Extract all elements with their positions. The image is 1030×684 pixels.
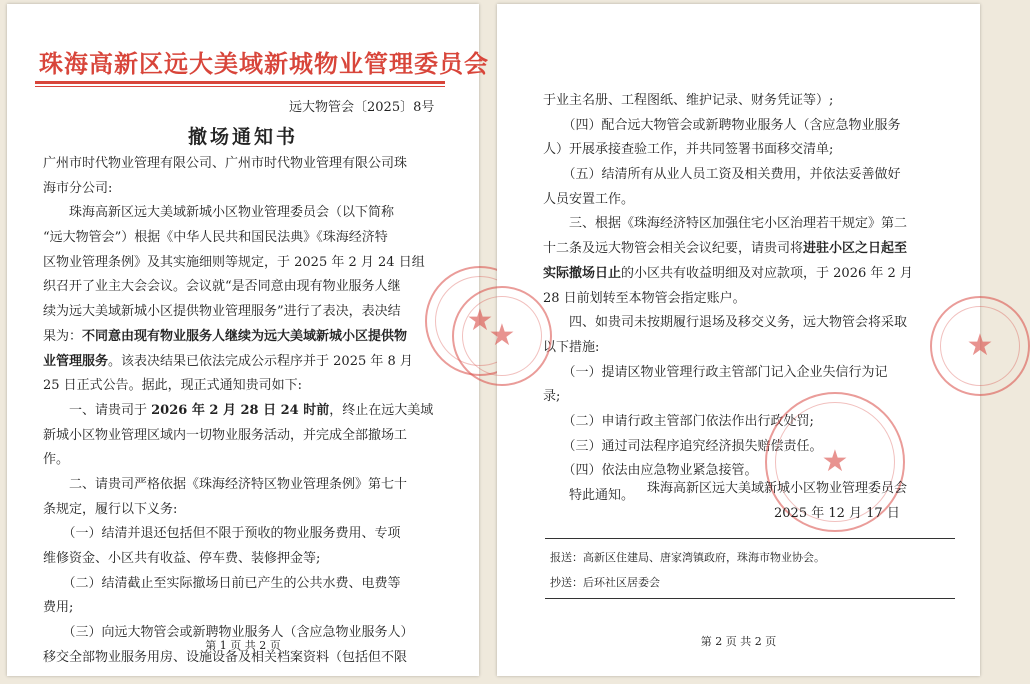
page-footer: 第 2 页 共 2 页 — [700, 635, 777, 648]
body-text-bold: 不同意由现有物业服务人继续为远大美域新城小区提供物 — [82, 328, 408, 344]
body-text-segment: （二）申请行政主管部门依法作出行政处罚; — [543, 413, 814, 429]
body-text-segment: （三）向远大物管会或新聘物业服务人（含应急物业服务人） — [43, 625, 414, 641]
body-text-segment: （四）依法由应急物业紧急接管。 — [543, 463, 758, 479]
seal-star-icon: ★ — [466, 303, 494, 338]
body-text-segment: （四）配合远大物管会或新聘物业服务人（含应急物业服务 — [543, 117, 901, 133]
body-line — [43, 547, 447, 572]
body-line — [543, 138, 953, 163]
body-line — [43, 448, 447, 473]
body-text-segment: 的小区共有收益明细及对应款项，于 2026 年 2 月 — [621, 265, 913, 281]
body-text-segment: 四、如贵司未按期履行退场及移交义务，远大物管会将采取 — [543, 315, 908, 331]
body-line — [543, 311, 953, 336]
body-line — [43, 424, 447, 449]
document-page-1 — [7, 4, 494, 676]
body-line — [43, 522, 447, 547]
body-text-segment: 一、请贵司于 — [43, 402, 152, 418]
body-text-segment: 以下措施: — [543, 339, 600, 355]
seal-star-icon: ★ — [966, 328, 994, 363]
body-text-segment: （二）结清截止至实际撤场日前已产生的公共水费、电费等 — [43, 575, 401, 591]
official-seal-stamp-right — [930, 296, 1030, 396]
signature-date: 2025 年 12 月 17 日 — [774, 506, 900, 521]
body-line — [543, 385, 953, 410]
body-text-segment: 条规定，履行以下义务: — [43, 501, 178, 517]
body-text-segment: 广州市时代物业管理有限公司、广州市时代物业管理有限公司珠 — [43, 156, 408, 171]
body-text-segment: 织召开了业主大会会议。会议就“是否同意由现有物业服务人继 — [43, 279, 401, 295]
body-text-segment: 。该表决结果已依法完成公示程序并于 2025 年 8 月 — [108, 353, 413, 369]
body-text-segment: 海市分公司: — [43, 180, 113, 196]
letterhead-title: 珠海高新区远大美域新城物业管理委员会 — [39, 49, 489, 78]
body-line — [43, 152, 447, 177]
body-line — [43, 596, 447, 621]
document-reference-number: 远大物管会〔2025〕8号 — [289, 100, 435, 115]
body-line — [543, 114, 953, 139]
body-text-segment: 录; — [543, 389, 561, 405]
body-line — [43, 473, 447, 498]
body-text-bold: 实际撤场日止 — [543, 265, 622, 281]
body-text-segment: 珠海高新区远大美域新城小区物业管理委员会（以下简称 — [43, 205, 395, 221]
body-text-segment: 人）开展承接查验工作，并共同签署书面移交清单; — [543, 142, 834, 158]
body-text-segment: 于业主名册、工程图纸、维护记录、财务凭证等）; — [543, 93, 834, 108]
seal-star-icon: ★ — [821, 444, 849, 479]
body-line — [543, 212, 953, 237]
body-text-segment: 费用; — [43, 600, 74, 616]
body-line — [43, 300, 447, 325]
body-line — [43, 572, 447, 597]
official-seal-stamp-left — [452, 286, 552, 386]
body-text-segment: （一）提请区物业管理行政主管部门记入企业失信行为记 — [543, 364, 888, 380]
body-text-segment: （一）结清并退还包括但不限于预收的物业服务费用、专项 — [43, 526, 401, 542]
signature-organization: 珠海高新区远大美域新城小区物业管理委员会 — [647, 481, 908, 496]
body-text-bold: 业管理服务 — [43, 353, 109, 369]
distribution-rule-bottom — [545, 598, 955, 599]
body-line — [43, 177, 447, 202]
body-text-segment: 25 日正式公告。据此，现正式通知贵司如下: — [43, 378, 303, 394]
body-line — [43, 498, 447, 523]
body-line — [43, 399, 447, 424]
body-line — [543, 287, 953, 312]
body-text-segment: 移交全部物业服务用房、设施设备及相关档案资料（包括但不限 — [43, 649, 408, 665]
body-text-segment: 维修资金、小区共有收益、停车费、装修押金等; — [43, 551, 321, 566]
body-text-segment: ，终止在远大美域 — [329, 402, 434, 418]
document-title: 撤场通知书 — [187, 126, 298, 148]
body-line — [43, 350, 447, 375]
seal-star-icon: ★ — [488, 318, 516, 353]
body-text-segment: 果为： — [43, 328, 83, 344]
body-text-segment: “远大物管会”）根据《中华人民共和国民法典》《珠海经济特 — [43, 230, 388, 246]
body-text-segment: 28 日前划转至本物管会指定账户。 — [543, 290, 746, 306]
body-text-segment: 续为远大美域新城小区提供物业管理服务”进行了表决，表决结 — [43, 304, 401, 320]
body-line — [43, 275, 447, 300]
body-text-bold: 2026 年 2 月 28 日 24 时前 — [151, 402, 330, 418]
body-line — [43, 325, 447, 350]
body-line — [543, 237, 953, 262]
body-line — [43, 251, 447, 276]
body-text-segment: 三、根据《珠海经济特区加强住宅小区治理若干规定》第二 — [543, 216, 908, 232]
body-line — [543, 89, 953, 114]
body-line — [543, 336, 953, 361]
copy-recipients: 抄送：后环社区居委会 — [550, 576, 660, 589]
body-line — [43, 226, 447, 251]
body-text-bold: 进驻小区之日起至 — [803, 241, 908, 257]
body-line — [543, 361, 953, 386]
page-footer: 第 1 页 共 2 页 — [205, 639, 281, 652]
body-text-segment: 人员安置工作。 — [543, 191, 635, 207]
letterhead-rule-thin — [35, 86, 445, 87]
body-line — [43, 374, 447, 399]
report-recipients: 报送：高新区住建局、唐家湾镇政府，珠海市物业协会。 — [550, 551, 825, 564]
body-line — [43, 201, 447, 226]
distribution-rule-top — [545, 538, 955, 539]
body-text-segment: （三）通过司法程序追究经济损失赔偿责任。 — [543, 438, 823, 454]
page1-body-text — [43, 152, 447, 670]
document-page-2 — [488, 4, 994, 676]
body-text-segment: 十二条及远大物管会相关会议纪要，请贵司将 — [543, 241, 804, 257]
body-line — [543, 262, 953, 287]
body-text-segment: （五）结清所有从业人员工资及相关费用，并依法妥善做好 — [543, 167, 901, 183]
body-text-segment: 作。 — [43, 452, 70, 468]
body-line — [543, 188, 953, 213]
body-text-segment: 新城小区物业管理区域内一切物业服务活动，并完成全部撤场工 — [43, 427, 408, 443]
body-text-segment: 区物业管理条例》及其实施细则等规定，于 2025 年 2 月 24 日组 — [43, 254, 425, 270]
body-line — [543, 163, 953, 188]
body-text-segment: 特此通知。 — [543, 488, 635, 503]
body-text-segment: 二、请贵司严格依据《珠海经济特区物业管理条例》第七十 — [43, 476, 408, 492]
letterhead-rule-thick — [35, 81, 445, 84]
